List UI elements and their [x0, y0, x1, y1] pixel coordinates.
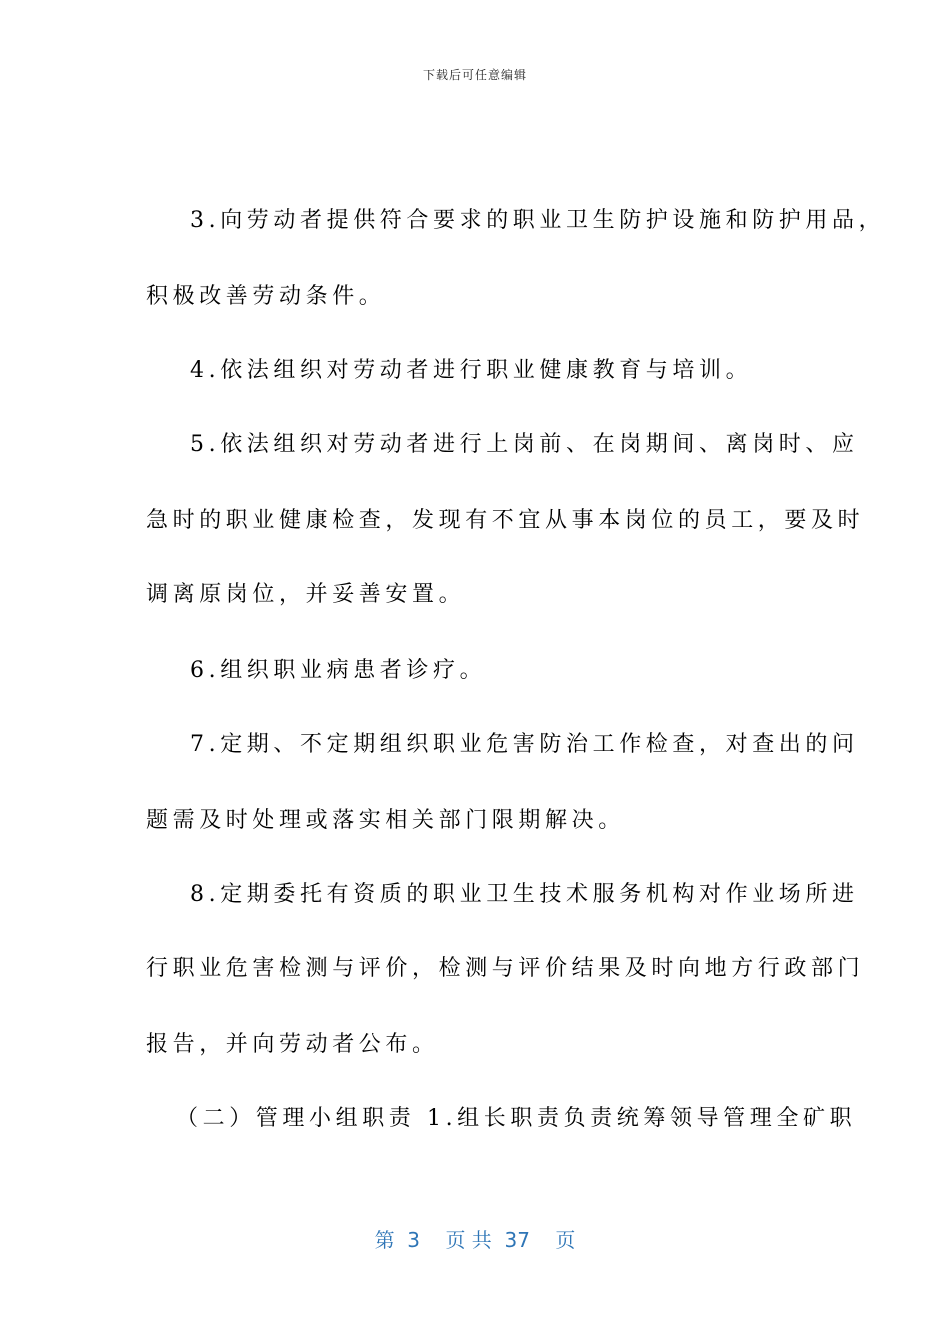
paragraph-line: （二）管理小组职责 1.组长职责负责统筹领导管理全矿职: [176, 1106, 857, 1131]
paragraph-line: 8.定期委托有资质的职业卫生技术服务机构对作业场所进: [190, 882, 859, 907]
paragraph-line: 7.定期、不定期组织职业危害防治工作检查，对查出的问: [190, 732, 859, 757]
paragraph-line: 6.组织职业病患者诊疗。: [190, 658, 487, 683]
paragraph-line: 急时的职业健康检查，发现有不宜从事本岗位的员工，要及时: [146, 508, 865, 533]
paragraph-line: 积极改善劳动条件。: [146, 284, 386, 309]
paragraph-line: 5.依法组织对劳动者进行上岗前、在岗期间、离岗时、应: [190, 432, 859, 457]
paragraph-line: 题需及时处理或落实相关部门限期解决。: [146, 808, 625, 833]
paragraph-line: 行职业危害检测与评价，检测与评价结果及时向地方行政部门: [146, 956, 865, 981]
paragraph-line: 3.向劳动者提供符合要求的职业卫生防护设施和防护用品，: [190, 208, 886, 233]
header-note: 下载后可任意编辑: [422, 68, 527, 82]
paragraph-line: 报告，并向劳动者公布。: [146, 1032, 439, 1057]
paragraph-line: 4.依法组织对劳动者进行职业健康教育与培训。: [190, 358, 753, 383]
paragraph-line: 调离原岗位，并妥善安置。: [146, 582, 466, 607]
page-number-footer: 第 3 页 共 37 页: [374, 1228, 576, 1252]
